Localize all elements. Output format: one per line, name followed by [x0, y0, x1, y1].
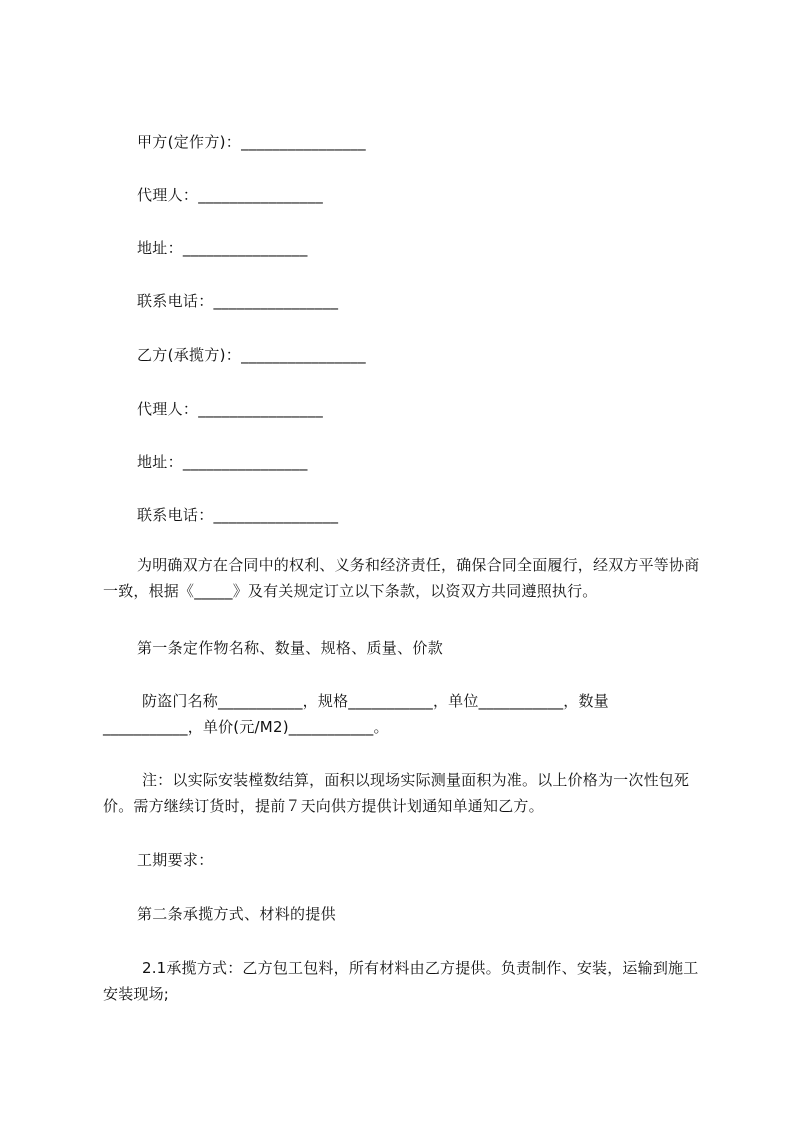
- clause-2-1-paragraph: [103, 955, 703, 1007]
- phone-b-line: 联系电话：________________: [137, 506, 339, 524]
- preamble-text: 为明确双方在合同中的权利、义务和经济责任，确保合同全面履行，经双方平等协商一致，根据《_____》及有关规定订立以下条款，以资双方共同遵照执行。: [103, 556, 700, 600]
- schedule-line: 工期要求：: [137, 851, 214, 869]
- preamble-paragraph: [103, 552, 703, 604]
- address-b-line: 地址：________________: [137, 453, 308, 471]
- phone-a-line: 联系电话：________________: [137, 292, 339, 310]
- party-a-line: 甲方(定作方)：________________: [137, 133, 366, 151]
- product-text: 防盗门名称___________，规格___________，单位___________，数量___________，单价(元/M2)___________。: [103, 692, 609, 736]
- clause-2-1-text: 2.1承揽方式：乙方包工包料，所有材料由乙方提供。负责制作、安装，运输到施工安装现场;: [103, 959, 699, 1003]
- agent-a-line: 代理人：________________: [137, 186, 324, 204]
- party-b-line: 乙方(承揽方)：________________: [137, 346, 366, 364]
- product-paragraph: [103, 688, 703, 740]
- note-text: 注：以实际安装樘数结算，面积以现场实际测量面积为准。以上价格为一次性包死价。需方继续订货时，提前７天向供方提供计划通知单通知乙方。: [103, 771, 690, 815]
- article-1-title: 第一条定作物名称、数量、规格、质量、价款: [137, 639, 444, 657]
- address-a-line: 地址：________________: [137, 239, 308, 257]
- agent-b-line: 代理人：________________: [137, 400, 324, 418]
- note-paragraph: [103, 767, 703, 819]
- article-2-title: 第二条承揽方式、材料的提供: [137, 905, 336, 923]
